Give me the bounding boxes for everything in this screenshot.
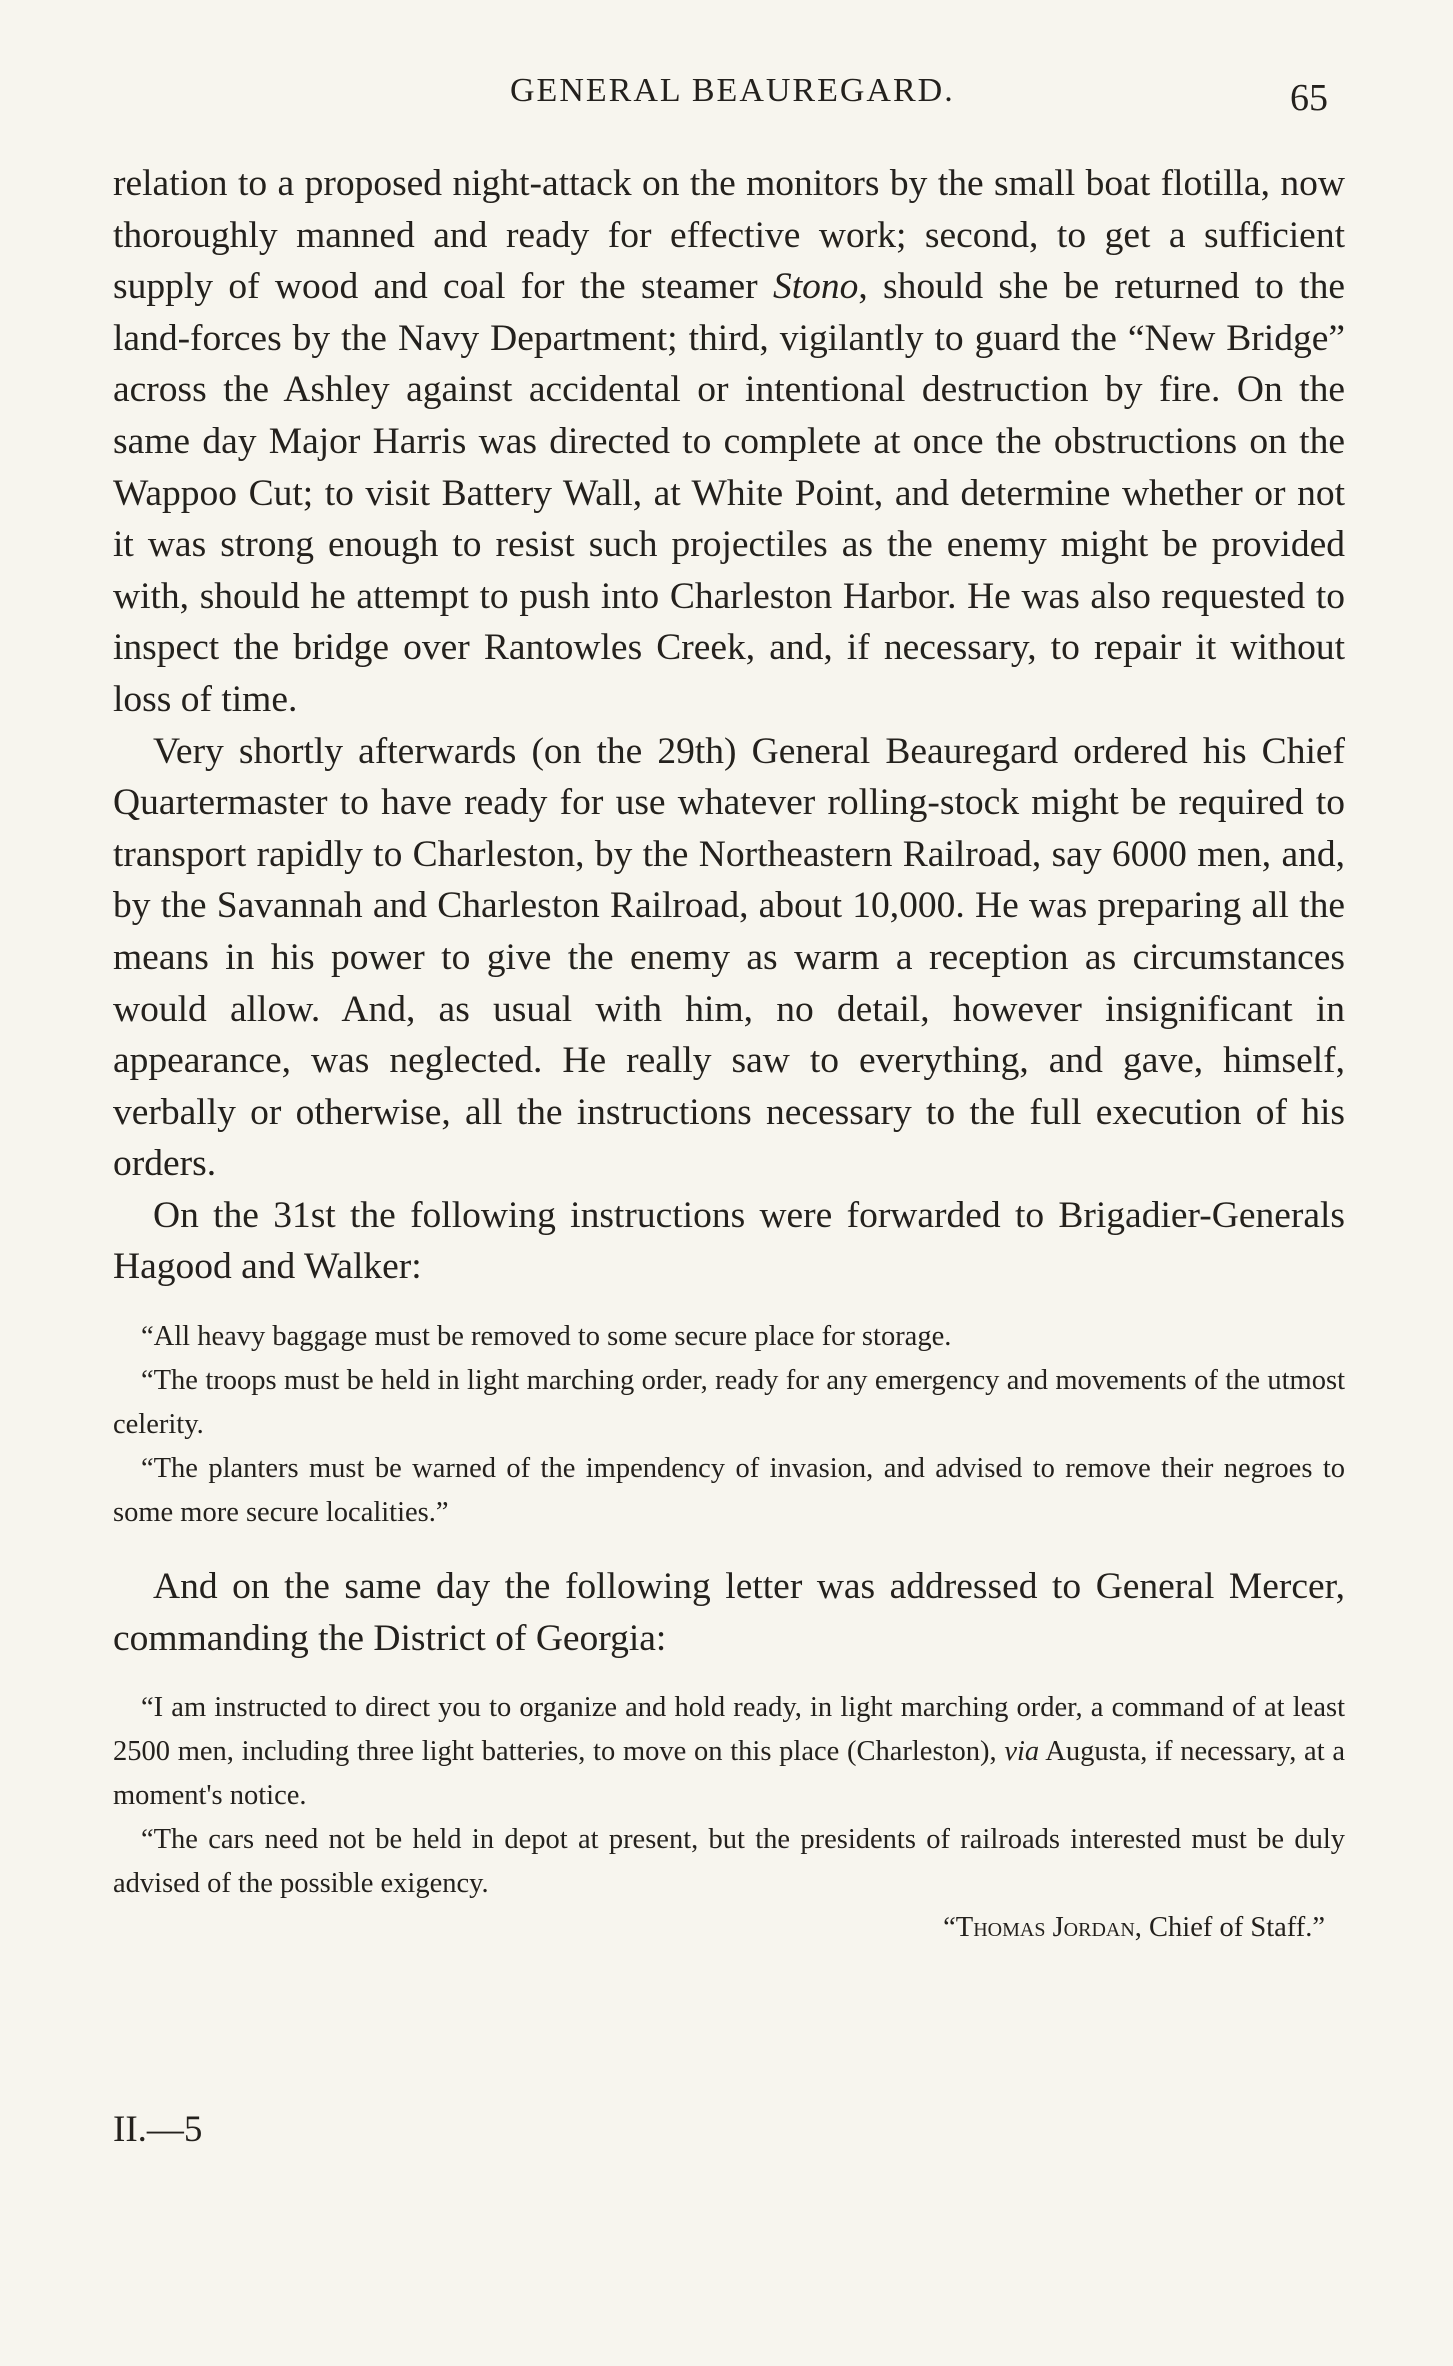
instructions-quote bbox=[113, 1315, 1345, 1535]
paragraph-2 bbox=[113, 726, 1345, 1190]
paragraph-4: And on the same day the following letter was addressed to General Mercer, commanding the District of Georgia: bbox=[113, 1566, 1345, 1659]
letter-quote bbox=[113, 1686, 1345, 1950]
quote-1-line-2: “The troops must be held in light marching order, ready for any emergency and movements of the utmost celerity. bbox=[113, 1365, 1345, 1441]
paragraph-1-text-b: , should she be returned to the land-forces by the Navy Department; third, vigilantly to guard the “New Bridge” across the Ashley against accidental or intentional destruction by fire. On the same day Major Harris was directed to complete at once the obstructions on the Wappoo Cut; to visit Battery Wall, at White Point, and determine whether or not it was strong enough to resist such projectiles as the enemy might be provided with, should he attempt to push into Charleston Harbor. He was also requested to inspect the bridge over Rantowles Creek, and, if necessary, to repair it without loss of time. bbox=[113, 266, 1345, 720]
signature-open-quote: “ bbox=[943, 1912, 956, 1944]
paragraph-3 bbox=[113, 1190, 1345, 1293]
running-head: GENERAL BEAUREGARD. bbox=[510, 72, 955, 109]
letter-paragraph-1 bbox=[113, 1686, 1345, 1818]
signature-title: , Chief of Staff.” bbox=[1134, 1912, 1325, 1944]
quote-1-line-1: “All heavy baggage must be removed to some secure place for storage. bbox=[141, 1321, 952, 1353]
paragraph-1-text-a: relation to a proposed night-attack on the monitors by the small boat flotilla, now thoroughly manned and ready for effective work; second, to get a sufficient supply of wood and coal for the steamer bbox=[113, 163, 1345, 308]
body-text bbox=[113, 158, 1345, 1976]
paragraph-1 bbox=[113, 158, 1345, 726]
printer-signature-mark: II.—5 bbox=[113, 2109, 203, 2150]
ship-name-stono: Stono bbox=[772, 266, 859, 308]
quote-1-line-3: “The planters must be warned of the impendency of invasion, and advised to remove their negroes to some more secure localities.” bbox=[113, 1453, 1345, 1529]
paragraph-3-text: On the 31st the following instructions were forwarded to Brigadier-Generals Hagood and Walker: bbox=[113, 1194, 1345, 1288]
letter-paragraph-2: “The cars need not be held in depot at present, but the presidents of railroads interested must be duly advised of the possible exigency. bbox=[113, 1824, 1345, 1900]
page-number: 65 bbox=[1290, 77, 1328, 119]
signature-name: Thomas Jordan bbox=[955, 1912, 1135, 1944]
letter-p1-via: via bbox=[1004, 1736, 1040, 1768]
letter-signature bbox=[113, 1906, 1345, 1950]
paragraph-2-text: Very shortly afterwards (on the 29th) General Beauregard ordered his Chief Quartermaster to have ready for use whatever rolling-stock might be required to transport rapidly to Charleston, by the Northeastern Railroad, say 6000 men, and, by the Savannah and Charleston Railroad, about 10,000. He was preparing all the means in his power to give the enemy as warm a reception as circumstances would allow. And, as usual with him, no detail, however insignificant in appearance, was neglected. He really saw to everything, and gave, himself, verbally or otherwise, all the instructions necessary to the full execution of his orders. bbox=[113, 730, 1345, 1185]
page-header bbox=[0, 72, 1453, 122]
letter-p1-text-b: Augusta, if necessary, at a moment's notice. bbox=[113, 1736, 1345, 1812]
letter-p1-text-a: “I am instructed to direct you to organize and hold ready, in light marching order, a command of at least 2500 men, including three light batteries, to move on this place (Charleston), bbox=[113, 1692, 1345, 1768]
